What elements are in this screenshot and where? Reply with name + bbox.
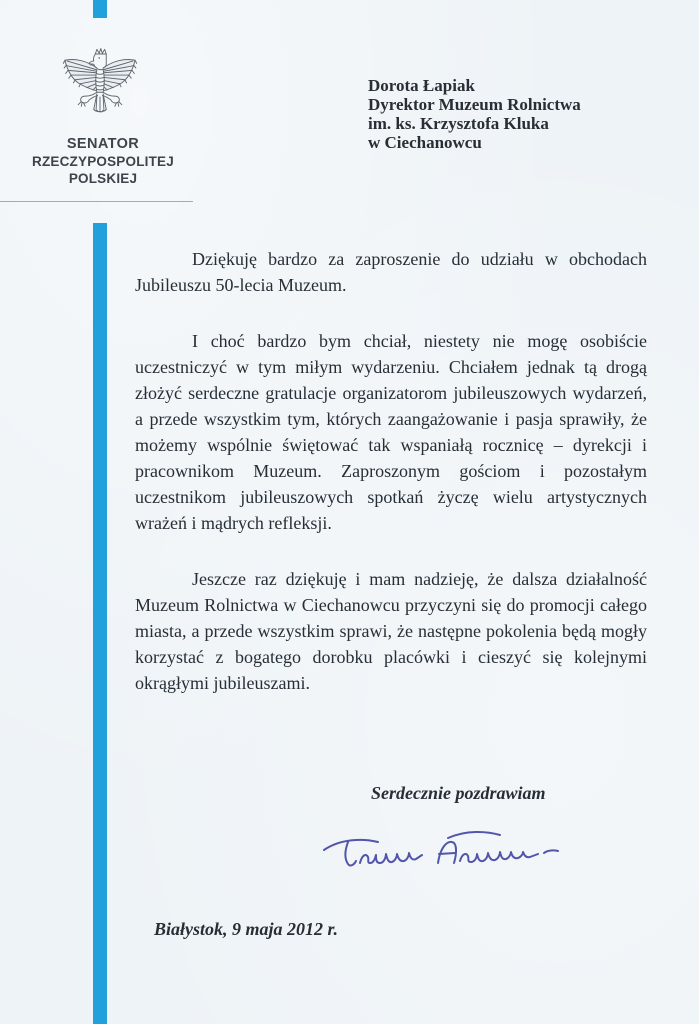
letterhead-divider: [0, 201, 193, 202]
handwritten-signature: [320, 824, 560, 880]
blue-stripe-top-segment: [93, 0, 107, 18]
dateline: Białystok, 9 maja 2012 r.: [154, 919, 339, 939]
recipient-city: w Ciechanowcu: [368, 133, 482, 152]
recipient-title: Dyrektor Muzeum Rolnictwa: [368, 95, 581, 114]
recipient-block: [368, 76, 581, 152]
letterhead-title-line1: SENATOR: [66, 136, 140, 152]
letterhead-title: [0, 136, 206, 187]
recipient-institution: im. ks. Krzysztofa Kluka: [368, 114, 549, 133]
paragraph-1: Dziękuję bardzo za zaproszenie do udziału w obchodach Jubileuszu 50-lecia Muzeum.: [135, 249, 647, 295]
recipient-name: Dorota Łapiak: [368, 76, 475, 95]
closing-salutation: Serdecznie pozdrawiam: [371, 783, 546, 803]
blue-stripe: [93, 223, 107, 1024]
paragraph-3: Jeszcze raz dziękuję i mam nadzieję, że dalsza działalność Muzeum Rolnictwa w Ciechanowcu przyczyni się do promocji całego miasta, a przede wszystkim sprawi, że następne pokolenia będą mogły korzystać z bogatego dorobku placówki i cieszyć się kolejnymi okrągłymi jubileuszami.: [135, 569, 647, 693]
polish-eagle-emblem-icon: [61, 42, 139, 130]
letter-body: [135, 246, 647, 726]
paragraph-2: I choć bardzo bym chciał, niestety nie mogę osobiście uczestniczyć w tym miłym wydarzeniu. Chciałem jednak tą drogą złożyć serdeczne gratulacje organizatorom jubileuszowych wydarzeń, a przede wszystkim tym, których zaangażowanie i pasja sprawiły, że możemy wspólnie świętować tak wspaniałą rocznicę – dyrekcji i pracownikom Muzeum. Zaproszonym gościom i pozostałym uczestnikom jubileuszowych spotkań życzę wielu artystycznych wrażeń i mądrych refleksji.: [135, 331, 647, 533]
letterhead-title-line2: RZECZYPOSPOLITEJ POLSKIEJ: [32, 154, 174, 186]
